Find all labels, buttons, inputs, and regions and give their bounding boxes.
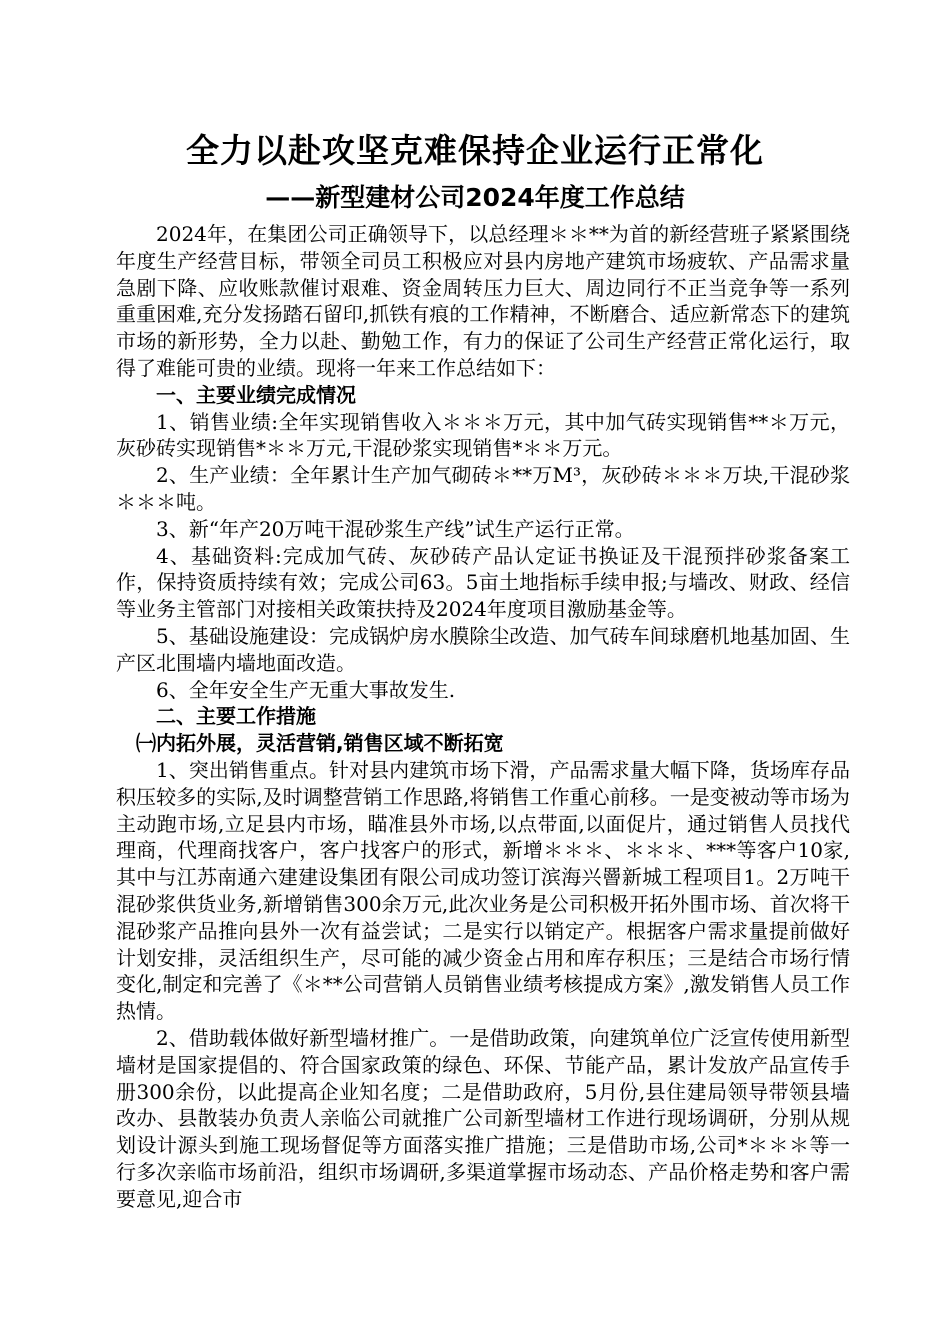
body-paragraph: 1、销售业绩:全年实现销售收入＊＊＊万元，其中加气砖实现销售**＊万元，灰砂砖实现销售*＊＊万元,干混砂浆实现销售*＊＊万元。: [116, 409, 850, 461]
body-paragraph: 2、借助载体做好新型墙材推广。一是借助政策，向建筑单位广泛宣传使用新型墙材是国家提倡的、符合国家政策的绿色、环保、节能产品，累计发放产品宣传手册300余份，以此提高企业知名度；二是借助政府，5月份,县住建局领导带领县墙改办、县散装办负责人亲临公司就推广公司新型墙材工作进行现场调研，分别从规划设计源头到施工现场督促等方面落实推广措施；三是借助市场,公司*＊＊＊等一行多次亲临市场前沿，组织市场调研,多渠道掌握市场动态、产品价格走势和客户需要意见,迎合市: [116, 1025, 850, 1211]
intro-paragraph: 2024年，在集团公司正确领导下，以总经理＊＊**为首的新经营班子紧紧围绕年度生产经营目标，带领全司员工积极应对县内房地产建筑市场疲软、产品需求量急剧下降、应收账款催讨艰难、资金周转压力巨大、周边同行不正当竞争等一系列重重困难,充分发扬踏石留印,抓铁有痕的工作精神，不断磨合、适应新常态下的建筑市场的新形势，全力以赴、勤勉工作，有力的保证了公司生产经营正常化运行，取得了难能可贵的业绩。现将一年来工作总结如下：: [116, 222, 850, 380]
body-paragraph: 4、基础资料:完成加气砖、灰砂砖产品认定证书换证及干混预拌砂浆备案工作，保持资质持续有效；完成公司63。5亩土地指标手续申报;与墙改、财政、经信等业务主管部门对接相关政策扶持及2024年度项目激励基金等。: [116, 543, 850, 622]
section-heading: 二、主要工作措施: [156, 704, 316, 729]
document-subtitle: ——新型建材公司2024年度工作总结: [265, 183, 685, 212]
body-paragraph: 3、新“年产20万吨干混砂浆生产线”试生产运行正常。: [156, 516, 635, 541]
subsection-heading: ㈠内拓外展，灵活营销,销售区域不断拓宽: [136, 731, 504, 756]
document-body: [116, 221, 850, 1212]
document-title: 全力以赴攻坚克难保持企业运行正常化: [186, 131, 764, 170]
body-paragraph: 2、生产业绩：全年累计生产加气砌砖＊**万M³，灰砂砖＊＊＊万块,干混砂浆＊＊＊吨。: [116, 463, 850, 514]
section-heading: 一、主要业绩完成情况: [156, 382, 356, 407]
body-paragraph: 6、全年安全生产无重大事故发生.: [156, 677, 456, 702]
body-paragraph: 5、基础设施建设：完成锅炉房水膜除尘改造、加气砖车间球磨机地基加固、生产区北围墙内墙地面改造。: [116, 623, 850, 675]
body-paragraph: 1、突出销售重点。针对县内建筑市场下滑，产品需求量大幅下降，货场库存品积压较多的实际,及时调整营销工作思路,将销售工作重心前移。一是变被动等市场为主动跑市场,立足县内市场，瞄准县外市场,以点带面,以面促片，通过销售人员找代理商，代理商找客户，客户找客户的形式，新增＊＊＊、＊＊＊、***等客户10家,其中与江苏南通六建建设集团有限公司成功签订滨海兴罾新城工程项目1。2万吨干混砂浆供货业务,新增销售300余万元,此次业务是公司积极开拓外围市场、首次将干混砂浆产品推向县外一次有益尝试；二是实行以销定产。根据客户需求量提前做好计划安排，灵活组织生产，尽可能的减少资金占用和库存积压；三是结合市场行情变化,制定和完善了《＊**公司营销人员销售业绩考核提成方案》,激发销售人员工作热情。: [116, 757, 850, 1024]
